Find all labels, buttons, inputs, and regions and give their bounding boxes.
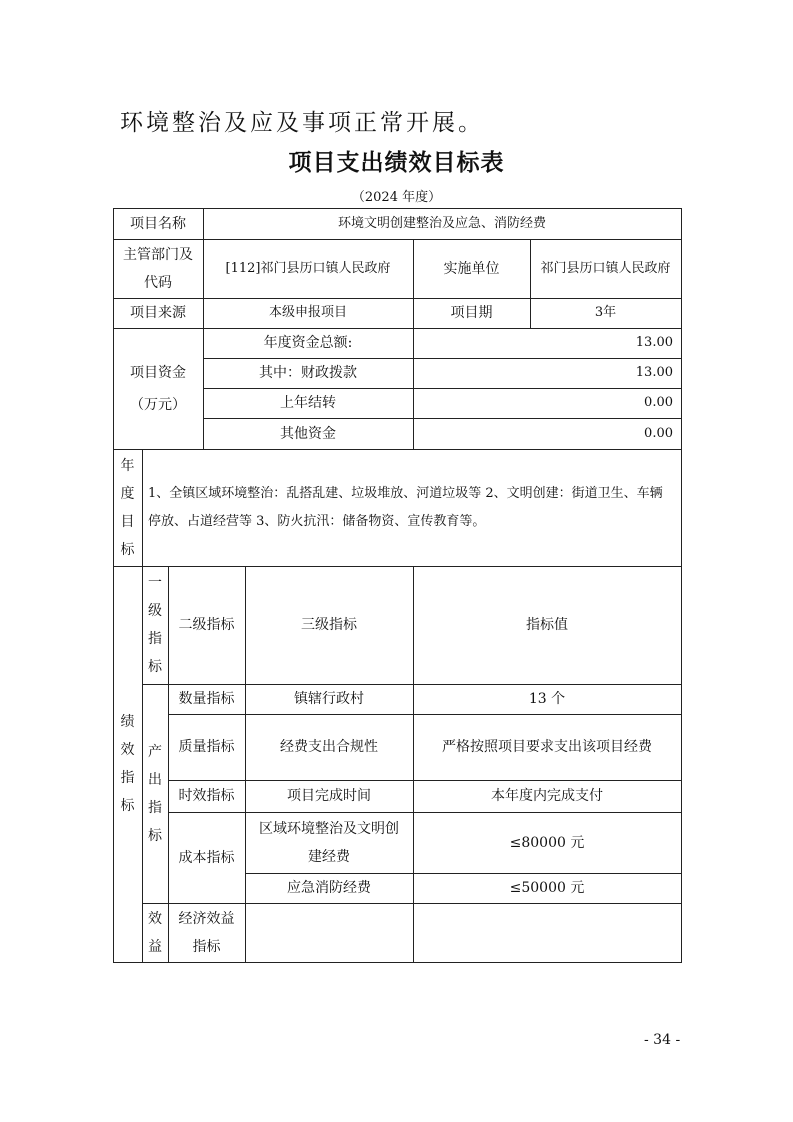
table-row-level2: 成本指标 — [178, 849, 235, 866]
level1-char: 指 — [148, 631, 162, 647]
output-char: 产 — [148, 743, 162, 760]
table-row-value: ≤50000 元 — [509, 880, 585, 896]
funds-row-label: 上年结转 — [280, 395, 336, 411]
dept-label — [113, 239, 203, 298]
table-row-level3: 经费支出合规性 — [280, 739, 378, 755]
level3-header: 三级指标 — [301, 617, 357, 633]
level3-line1: 区域环境整治及文明创 — [259, 820, 399, 837]
table-row-value: ≤80000 元 — [509, 834, 585, 851]
funds-label-line2: （万元） — [130, 396, 186, 413]
annual-goal-char: 年 — [120, 457, 135, 474]
table-row-level3: 镇辖行政村 — [294, 691, 364, 707]
funds-row-value: 13.00 — [635, 365, 673, 380]
perf-char: 绩 — [120, 714, 135, 730]
table-row-value: 本年度内完成支付 — [491, 788, 603, 804]
output-char: 指 — [148, 799, 162, 816]
funds-label-line1: 项目资金 — [130, 364, 186, 381]
table-title: 项目支出绩效目标表 — [288, 150, 505, 176]
source-label: 项目来源 — [130, 305, 186, 321]
period-value: 3年 — [594, 305, 617, 320]
funds-row-label: 其他资金 — [280, 425, 336, 442]
benefit-char: 效 — [148, 910, 162, 927]
table-row-level3: 项目完成时间 — [287, 788, 371, 804]
dept-value: [112]祁门县历口镇人民政府 — [225, 260, 391, 276]
perf-indicators-label — [113, 566, 142, 962]
funds-row-label: 年度资金总额: — [263, 335, 353, 351]
table-row-level2: 时效指标 — [178, 788, 235, 804]
level3-line2: 建经费 — [308, 848, 350, 865]
value-header: 指标值 — [526, 617, 568, 633]
funds-row-label: 其中：财政拨款 — [259, 365, 357, 381]
level1-char: 一 — [148, 575, 162, 591]
project-name-label: 项目名称 — [130, 215, 186, 232]
table-row-level3 — [245, 812, 413, 873]
output-char: 出 — [148, 771, 162, 788]
output-char: 标 — [148, 827, 162, 844]
project-name-value: 环境文明创建整治及应急、消防经费 — [337, 215, 546, 231]
output-indicators-label — [142, 684, 168, 903]
source-value: 本级申报项目 — [268, 305, 347, 320]
econ-benefit-label — [168, 903, 245, 962]
dept-label-line2: 代码 — [144, 274, 172, 291]
econ-label-line1: 经济效益 — [178, 910, 235, 927]
econ-label-line2: 指标 — [192, 938, 221, 955]
annual-goal-char: 目 — [120, 513, 135, 530]
impl-unit-label: 实施单位 — [443, 260, 500, 277]
period-label: 项目期 — [450, 305, 493, 321]
funds-label — [113, 328, 203, 449]
level1-char: 标 — [148, 659, 162, 675]
annual-goal-text: 1、全镇区域环境整治：乱搭乱建、垃圾堆放、河道垃圾等 2、文明创建：街道卫生、车辆停放、占道经营等 3、防火抗汛：储备物资、宣传教育等。 — [148, 485, 663, 529]
perf-char: 指 — [120, 770, 135, 786]
benefit-indicators-label — [142, 903, 168, 962]
level1-header — [142, 566, 168, 684]
level1-char: 级 — [148, 603, 162, 619]
funds-row-value: 13.00 — [635, 335, 673, 350]
table-row-level2: 数量指标 — [178, 691, 235, 707]
year-label: （2024 年度） — [351, 190, 442, 205]
perf-char: 效 — [120, 742, 135, 758]
table-row-level2: 质量指标 — [178, 739, 235, 755]
annual-goal-label — [113, 449, 142, 566]
page-number: - 34 - — [644, 1032, 681, 1048]
intro-text: 环境整治及应及事项正常开展。 — [120, 110, 484, 136]
annual-goal-char: 度 — [120, 485, 135, 502]
table-row-value: 严格按照项目要求支出该项目经费 — [442, 739, 652, 755]
level2-header: 二级指标 — [178, 617, 235, 633]
annual-goal-char: 标 — [120, 541, 135, 558]
impl-unit-value: 祁门县历口镇人民政府 — [540, 260, 671, 276]
perf-char: 标 — [120, 798, 135, 814]
dept-label-line1: 主管部门及 — [123, 246, 193, 263]
funds-row-value: 0.00 — [644, 395, 673, 410]
table-row-level3: 应急消防经费 — [287, 880, 371, 896]
funds-row-value: 0.00 — [644, 425, 673, 441]
benefit-char: 益 — [148, 938, 162, 955]
table-row-value: 13 个 — [528, 691, 566, 707]
